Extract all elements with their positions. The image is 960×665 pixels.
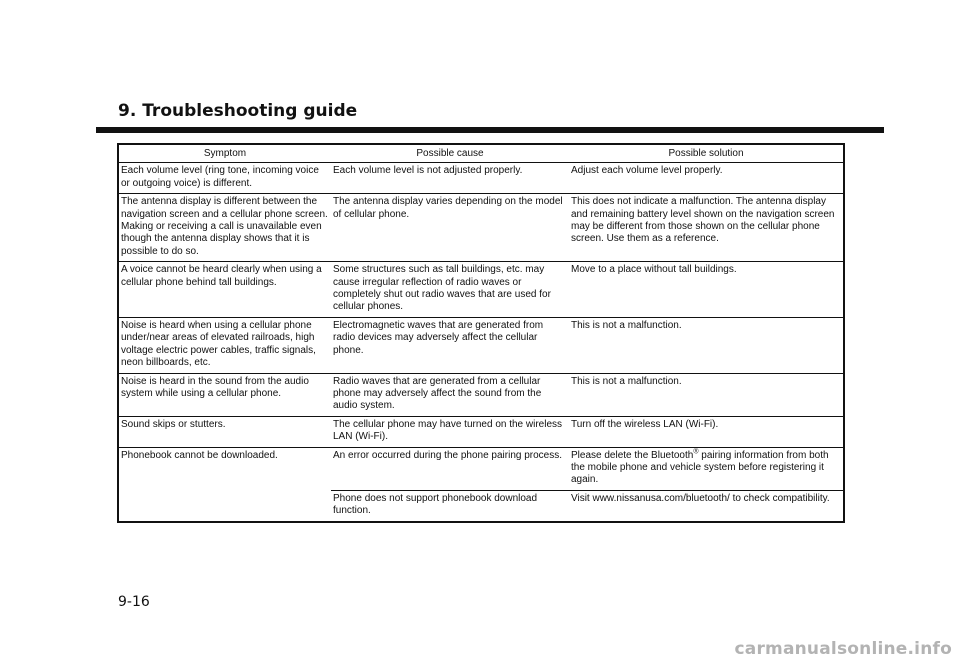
table-row [118, 163, 844, 194]
solution-cell: This does not indicate a malfunction. The antenna display and remaining battery level shown on the navigation screen may be different from those shown on the cellular phone screen. Use them as a reference. [569, 194, 844, 262]
table-row [118, 194, 844, 262]
troubleshooting-table [117, 143, 845, 523]
symptom-cell: A voice cannot be heard clearly when using a cellular phone behind tall buildings. [118, 262, 331, 318]
watermark-text: carmanualsonline.info [734, 639, 952, 659]
solution-text-post: pairing information from both the mobile phone and vehicle system before registering it again. [571, 449, 829, 486]
cause-cell: Electromagnetic waves that are generated from radio devices may adversely affect the cellular phone. [331, 317, 569, 373]
symptom-cell: The antenna display is different between the navigation screen and a cellular phone screen. Making or receiving a call is unavailable even though the antenna display shows that it is possible to do so. [118, 194, 331, 262]
header-possible-cause: Possible cause [331, 144, 569, 163]
solution-cell: Visit www.nissanusa.com/bluetooth/ to check compatibility. [569, 490, 844, 521]
heading-rule [96, 127, 884, 133]
cause-cell: The cellular phone may have turned on the wireless LAN (Wi-Fi). [331, 416, 569, 447]
solution-cell: Move to a place without tall buildings. [569, 262, 844, 318]
solution-cell: Turn off the wireless LAN (Wi-Fi). [569, 416, 844, 447]
table-row [118, 416, 844, 447]
cause-cell: The antenna display varies depending on the model of cellular phone. [331, 194, 569, 262]
table-row [118, 447, 844, 490]
symptom-cell: Noise is heard in the sound from the audio system while using a cellular phone. [118, 373, 331, 416]
table-row [118, 317, 844, 373]
table-row [118, 373, 844, 416]
registered-mark: ® [693, 448, 699, 456]
cause-cell: Phone does not support phonebook download function. [331, 490, 569, 521]
page-heading: 9. Troubleshooting guide [118, 101, 358, 121]
symptom-cell: Phonebook cannot be downloaded. [121, 449, 278, 461]
symptom-cell: Sound skips or stutters. [118, 416, 331, 447]
header-possible-solution: Possible solution [569, 144, 844, 163]
symptom-cell [118, 490, 331, 521]
solution-text-pre: Please delete the Bluetooth [571, 449, 694, 461]
header-symptom: Symptom [118, 144, 331, 163]
cause-cell: Each volume level is not adjusted properly. [331, 163, 569, 194]
cause-cell: An error occurred during the phone pairing process. [331, 447, 569, 490]
symptom-cell: Each volume level (ring tone, incoming voice or outgoing voice) is different. [118, 163, 331, 194]
cause-cell: Some structures such as tall buildings, etc. may cause irregular reflection of radio waves or completely shut out radio waves that are used for cellular phones. [331, 262, 569, 318]
solution-cell: This is not a malfunction. [569, 317, 844, 373]
table-header-row [118, 144, 844, 163]
solution-cell: Adjust each volume level properly. [569, 163, 844, 194]
solution-cell [569, 447, 844, 490]
table-row [118, 262, 844, 318]
cause-cell: Radio waves that are generated from a cellular phone may adversely affect the sound from the audio system. [331, 373, 569, 416]
solution-cell: This is not a malfunction. [569, 373, 844, 416]
page-number: 9-16 [118, 594, 150, 610]
table-row [118, 490, 844, 521]
symptom-cell: Noise is heard when using a cellular phone under/near areas of elevated railroads, high voltage electric power cables, traffic signals, neon billboards, etc. [118, 317, 331, 373]
